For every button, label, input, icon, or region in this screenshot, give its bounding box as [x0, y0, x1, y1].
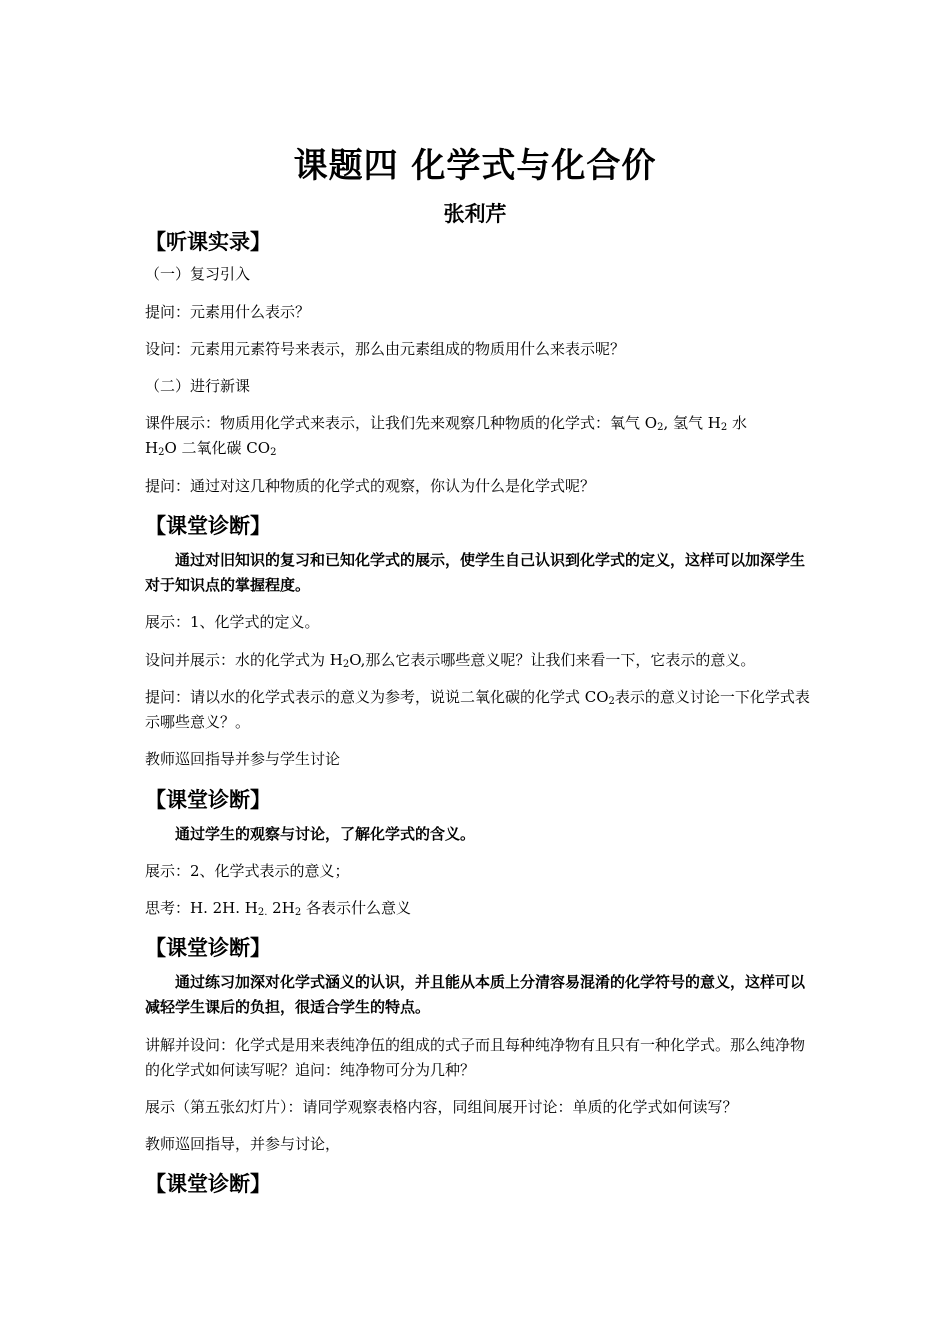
paragraph-question-substance: 设问：元素用元素符号来表示，那么由元素组成的物质用什么来表示呢？: [145, 340, 626, 358]
page-title: 课题四 化学式与化合价: [293, 146, 657, 186]
diagnosis-text-2: 通过学生的观察与讨论，了解化学式的含义。: [175, 825, 476, 843]
paragraph-question-element: 提问：元素用什么表示？: [145, 303, 311, 321]
paragraph-slide-five: 展示（第五张幻灯片）：请同学观察表格内容，同组间展开讨论：单质的化学式如何读写？: [145, 1098, 738, 1116]
heading-lesson-record: 【听课实录】: [145, 230, 271, 254]
paragraph-think-symbols: 思考：H. 2H. $H_{2.}$ $2H_2$ 各表示什么意义: [145, 899, 411, 918]
heading-diagnosis-2: 【课堂诊断】: [145, 788, 271, 812]
diagnosis-text-3: 通过练习加深对化学式涵义的认识，并且能从本质上分清容易混淆的化学符号的意义，这样可以减轻学生课后的负担，很适合学生的特点。: [145, 973, 806, 1016]
paragraph-water-formula: 设问并展示：水的化学式为 $H_2O$,那么它表示哪些意义呢？让我们来看一下，它表示的意义。: [145, 651, 756, 670]
paragraph-teacher-guide-2: 教师巡回指导，并参与讨论，: [145, 1135, 341, 1153]
paragraph-courseware-display: 课件展示：物质用化学式来表示，让我们先来观察几种物质的化学式：氧气 $O_2$, 氢气 $H_2$ 水 $H_2O$ 二氧化碳 $CO_2$: [145, 414, 747, 458]
paragraph-co2-question: 提问：请以水的化学式表示的意义为参考，说说二氧化碳的化学式 $CO_2$表示的意义讨论一下化学式表示哪些意义？。: [145, 688, 810, 731]
heading-diagnosis-4: 【课堂诊断】: [145, 1172, 271, 1196]
paragraph-show-definition: 展示：1、化学式的定义。: [145, 613, 320, 631]
heading-diagnosis-1: 【课堂诊断】: [145, 514, 271, 538]
heading-diagnosis-3: 【课堂诊断】: [145, 936, 271, 960]
paragraph-question-formula: 提问：通过对这几种物质的化学式的观察，你认为什么是化学式呢？: [145, 477, 596, 495]
diagnosis-text-1: 通过对旧知识的复习和已知化学式的展示，使学生自己认识到化学式的定义，这样可以加深学生对于知识点的掌握程度。: [145, 551, 806, 594]
paragraph-new-lesson: （二）进行新课: [145, 377, 251, 395]
paragraph-teacher-guide-1: 教师巡回指导并参与学生讨论: [145, 750, 341, 768]
paragraph-explain-pure: 讲解并设问：化学式是用来表纯净伍的组成的式子而且每种纯净物有且只有一种化学式。那么纯净物的化学式如何读写呢？追问：纯净物可分为几种？: [145, 1036, 806, 1079]
author-name: 张利芹: [443, 202, 507, 226]
paragraph-review-intro: （一）复习引入: [145, 265, 251, 283]
paragraph-show-meaning: 展示：2、化学式表示的意义；: [145, 862, 350, 880]
